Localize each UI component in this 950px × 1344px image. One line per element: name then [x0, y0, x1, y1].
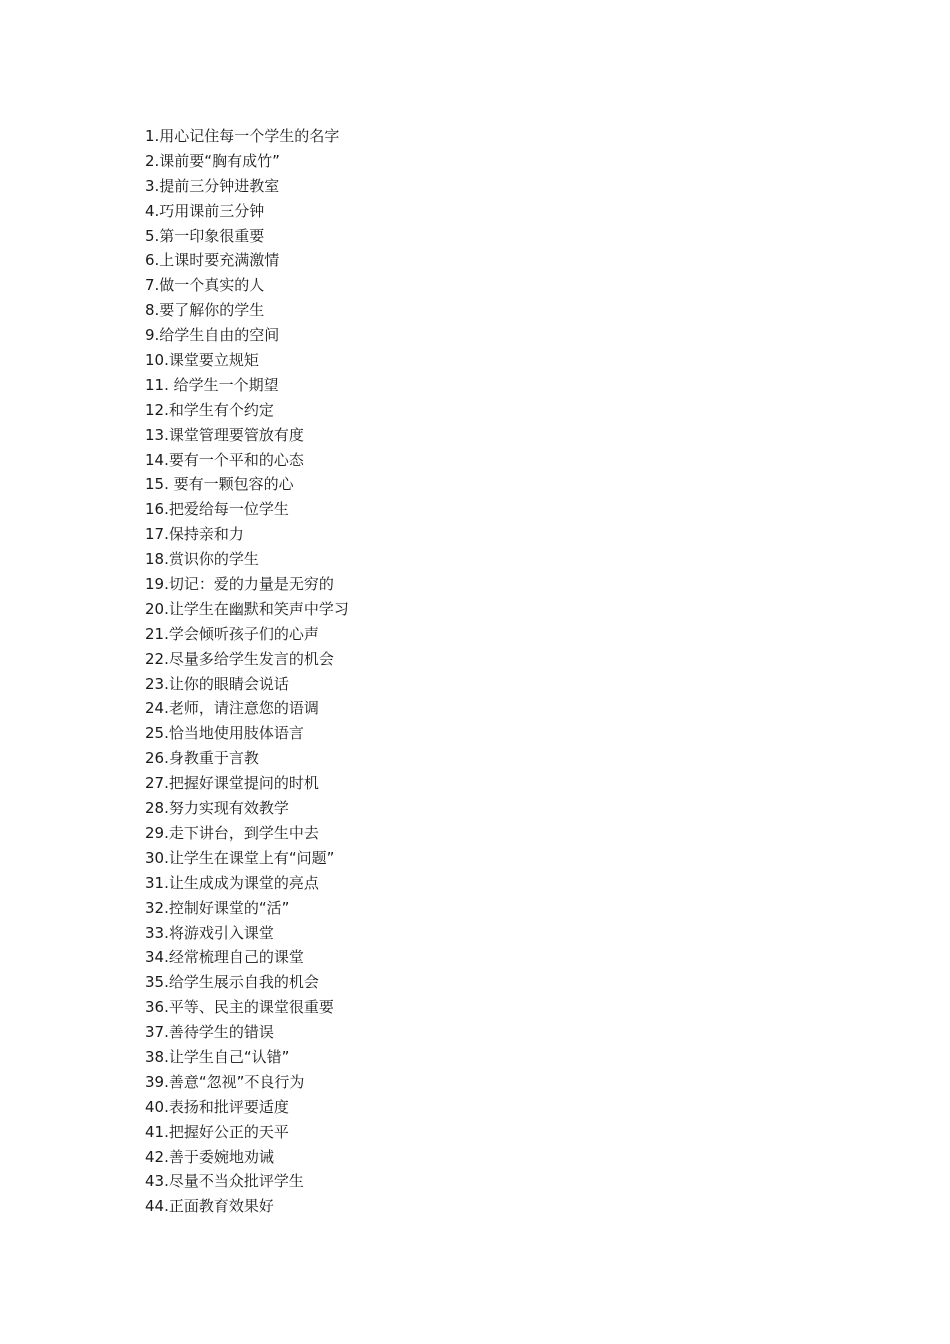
list-item: 32.控制好课堂的“活” — [145, 898, 290, 917]
list-item: 7.做一个真实的人 — [145, 276, 265, 295]
list-item: 29.走下讲台，到学生中去 — [145, 823, 319, 842]
list-item: 22.尽量多给学生发言的机会 — [145, 649, 334, 668]
list-item: 24.老师，请注意您的语调 — [145, 699, 319, 718]
list-item: 20.让学生在幽默和笑声中学习 — [145, 599, 349, 618]
list-item: 31.让生成成为课堂的亮点 — [145, 873, 319, 892]
list-item: 13.课堂管理要管放有度 — [145, 425, 304, 444]
list-item: 38.让学生自己“认错” — [145, 1047, 290, 1066]
list-item: 14.要有一个平和的心态 — [145, 450, 304, 469]
list-item: 10.课堂要立规矩 — [145, 351, 259, 370]
list-item: 35.给学生展示自我的机会 — [145, 973, 319, 992]
list-item: 11. 给学生一个期望 — [145, 375, 279, 394]
list-item: 3.提前三分钟进教室 — [145, 176, 280, 195]
numbered-list — [145, 124, 349, 1219]
list-item: 30.让学生在课堂上有“问题” — [145, 848, 335, 867]
list-item: 40.表扬和批评要适度 — [145, 1097, 289, 1116]
list-item: 27.把握好课堂提问的时机 — [145, 774, 319, 793]
list-item: 25.恰当地使用肢体语言 — [145, 724, 304, 743]
list-item: 23.让你的眼睛会说话 — [145, 674, 289, 693]
list-item: 42.善于委婉地劝诫 — [145, 1147, 274, 1166]
list-item: 9.给学生自由的空间 — [145, 326, 280, 345]
list-item: 19.切记：爱的力量是无穷的 — [145, 575, 334, 594]
list-item: 34.经常梳理自己的课堂 — [145, 948, 304, 967]
list-item: 36.平等、民主的课堂很重要 — [145, 998, 334, 1017]
list-item: 33.将游戏引入课堂 — [145, 923, 274, 942]
list-item: 1.用心记住每一个学生的名字 — [145, 127, 340, 145]
list-item: 39.善意“忽视”不良行为 — [145, 1072, 305, 1091]
list-item: 2.课前要“胸有成竹” — [145, 151, 280, 170]
list-item: 26.身教重于言教 — [145, 749, 259, 768]
list-item: 12.和学生有个约定 — [145, 400, 274, 419]
list-item: 43.尽量不当众批评学生 — [145, 1172, 304, 1191]
list-item: 6.上课时要充满激情 — [145, 251, 280, 270]
list-item: 4.巧用课前三分钟 — [145, 201, 265, 220]
list-item: 28.努力实现有效教学 — [145, 799, 289, 818]
list-item: 37.善待学生的错误 — [145, 1023, 274, 1042]
list-item: 41.把握好公正的天平 — [145, 1122, 289, 1141]
list-item: 8.要了解你的学生 — [145, 301, 265, 320]
list-item: 17.保持亲和力 — [145, 525, 244, 544]
list-item: 44.正面教育效果好 — [145, 1197, 274, 1216]
list-item: 21.学会倾听孩子们的心声 — [145, 624, 319, 643]
list-item: 18.赏识你的学生 — [145, 550, 259, 569]
list-item: 15. 要有一颗包容的心 — [145, 475, 294, 494]
list-item: 5.第一印象很重要 — [145, 226, 265, 245]
list-item: 16.把爱给每一位学生 — [145, 500, 289, 519]
